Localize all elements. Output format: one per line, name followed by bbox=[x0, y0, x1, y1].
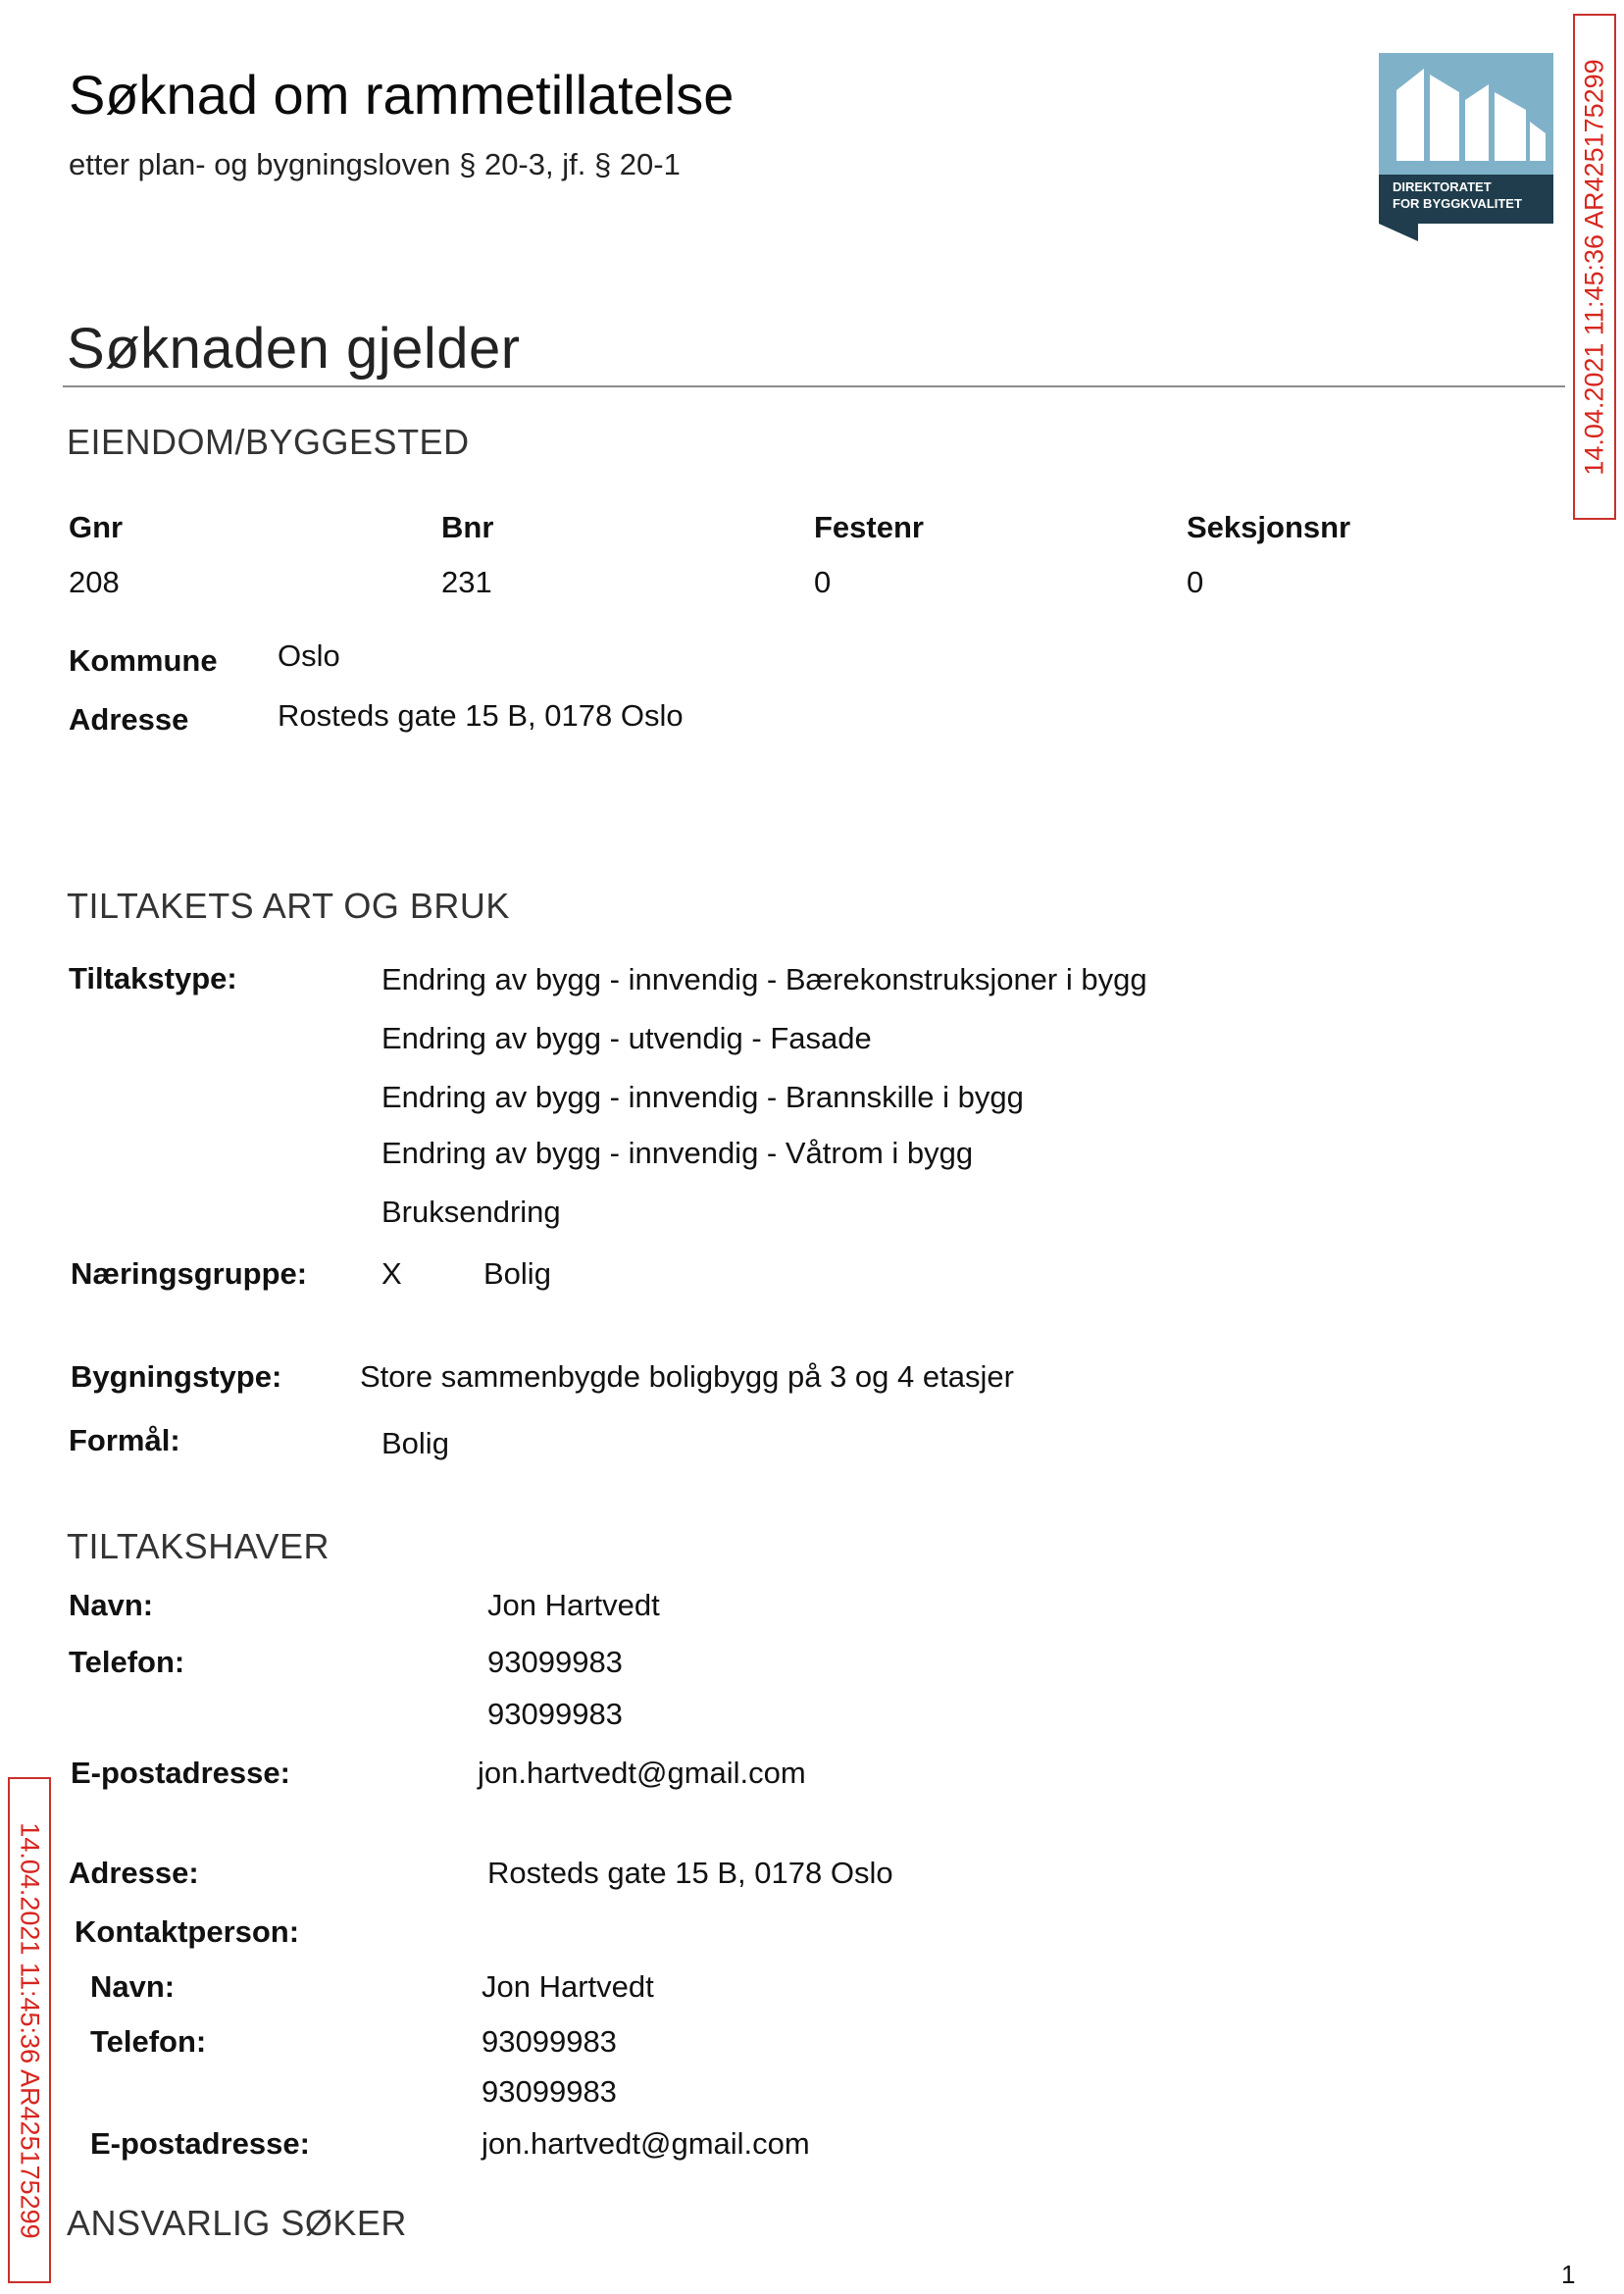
seksjonsnr-label: Seksjonsnr bbox=[1187, 510, 1351, 544]
tiltakstype-item: Endring av bygg - innvendig - Brannskille i bygg bbox=[381, 1080, 1024, 1114]
dibk-logo-icon bbox=[1379, 53, 1553, 241]
kontakt-navn-value: Jon Hartvedt bbox=[482, 1969, 654, 2004]
kontakt-navn-label: Navn: bbox=[90, 1969, 176, 2004]
section-divider bbox=[63, 385, 1565, 387]
formal-label: Formål: bbox=[69, 1423, 180, 1457]
document-subtitle: etter plan- og bygningsloven § 20-3, jf. § 20-1 bbox=[69, 147, 681, 181]
seksjonsnr-value: 0 bbox=[1187, 565, 1204, 599]
gnr-label: Gnr bbox=[69, 510, 124, 544]
adresse-value: Rosteds gate 15 B, 0178 Oslo bbox=[278, 698, 684, 733]
bygningstype-label: Bygningstype: bbox=[71, 1359, 282, 1394]
tiltakshaver-epost-label: E-postadresse: bbox=[71, 1756, 290, 1790]
logo-text-line1: DIREKTORATET bbox=[1393, 179, 1492, 194]
dibk-logo bbox=[1379, 53, 1553, 241]
eiendom-heading: EIENDOM/BYGGESTED bbox=[67, 422, 470, 462]
archive-stamp-right bbox=[1573, 14, 1616, 520]
gnr-value: 208 bbox=[69, 565, 120, 599]
tiltakstype-label: Tiltakstype: bbox=[69, 961, 237, 995]
tiltakshaver-telefon-value: 93099983 bbox=[487, 1645, 623, 1679]
naeringsgruppe-label: Næringsgruppe: bbox=[71, 1256, 308, 1291]
bnr-label: Bnr bbox=[441, 510, 494, 544]
tiltakstype-item: Endring av bygg - innvendig - Våtrom i bygg bbox=[381, 1136, 974, 1170]
tiltakstype-item: Endring av bygg - innvendig - Bærekonstruksjoner i bygg bbox=[381, 962, 1147, 996]
naeringsgruppe-value: Bolig bbox=[483, 1256, 551, 1291]
tiltakshaver-navn-value: Jon Hartvedt bbox=[487, 1588, 660, 1622]
adresse-label: Adresse bbox=[69, 702, 189, 737]
formal-value: Bolig bbox=[381, 1426, 449, 1460]
bnr-value: 231 bbox=[441, 565, 492, 599]
kontakt-telefon-label: Telefon: bbox=[90, 2024, 207, 2059]
ansvarlig-soker-heading: ANSVARLIG SØKER bbox=[67, 2203, 407, 2243]
archive-stamp-left bbox=[8, 1777, 51, 2283]
bygningstype-value: Store sammenbygde boligbygg på 3 og 4 etasjer bbox=[360, 1359, 1014, 1394]
page-number: 1 bbox=[1561, 2260, 1576, 2289]
stamp-text: 14.04.2021 11:45:36 AR425175299 bbox=[1579, 58, 1609, 476]
festenr-value: 0 bbox=[814, 565, 832, 599]
kommune-label: Kommune bbox=[69, 643, 218, 678]
logo-text-line2: FOR BYGGKVALITET bbox=[1393, 196, 1522, 211]
naeringsgruppe-code: X bbox=[381, 1256, 402, 1291]
section-title: Søknaden gjelder bbox=[67, 317, 521, 381]
tiltakshaver-adresse-value: Rosteds gate 15 B, 0178 Oslo bbox=[487, 1856, 893, 1890]
kommune-value: Oslo bbox=[278, 638, 340, 673]
tiltakstype-item: Endring av bygg - utvendig - Fasade bbox=[381, 1021, 872, 1055]
tiltakshaver-telefon-value: 93099983 bbox=[487, 1697, 623, 1731]
tiltakshaver-navn-label: Navn: bbox=[69, 1588, 154, 1622]
kontakt-telefon-value: 93099983 bbox=[482, 2024, 617, 2059]
kontakt-epost-label: E-postadresse: bbox=[90, 2126, 310, 2161]
document-title: Søknad om rammetillatelse bbox=[69, 64, 735, 126]
tiltakshaver-adresse-label: Adresse: bbox=[69, 1856, 199, 1890]
tiltak-heading: TILTAKETS ART OG BRUK bbox=[67, 886, 510, 926]
kontaktperson-label: Kontaktperson: bbox=[75, 1914, 300, 1949]
tiltakshaver-epost-value: jon.hartvedt@gmail.com bbox=[478, 1756, 806, 1790]
tiltakshaver-heading: TILTAKSHAVER bbox=[67, 1526, 330, 1566]
festenr-label: Festenr bbox=[814, 510, 924, 544]
tiltakshaver-telefon-label: Telefon: bbox=[69, 1645, 185, 1679]
tiltakstype-item: Bruksendring bbox=[381, 1195, 561, 1229]
kontakt-telefon-value: 93099983 bbox=[482, 2074, 617, 2109]
kontakt-epost-value: jon.hartvedt@gmail.com bbox=[482, 2126, 810, 2161]
stamp-text: 14.04.2021 11:45:36 AR425175299 bbox=[15, 1821, 45, 2239]
